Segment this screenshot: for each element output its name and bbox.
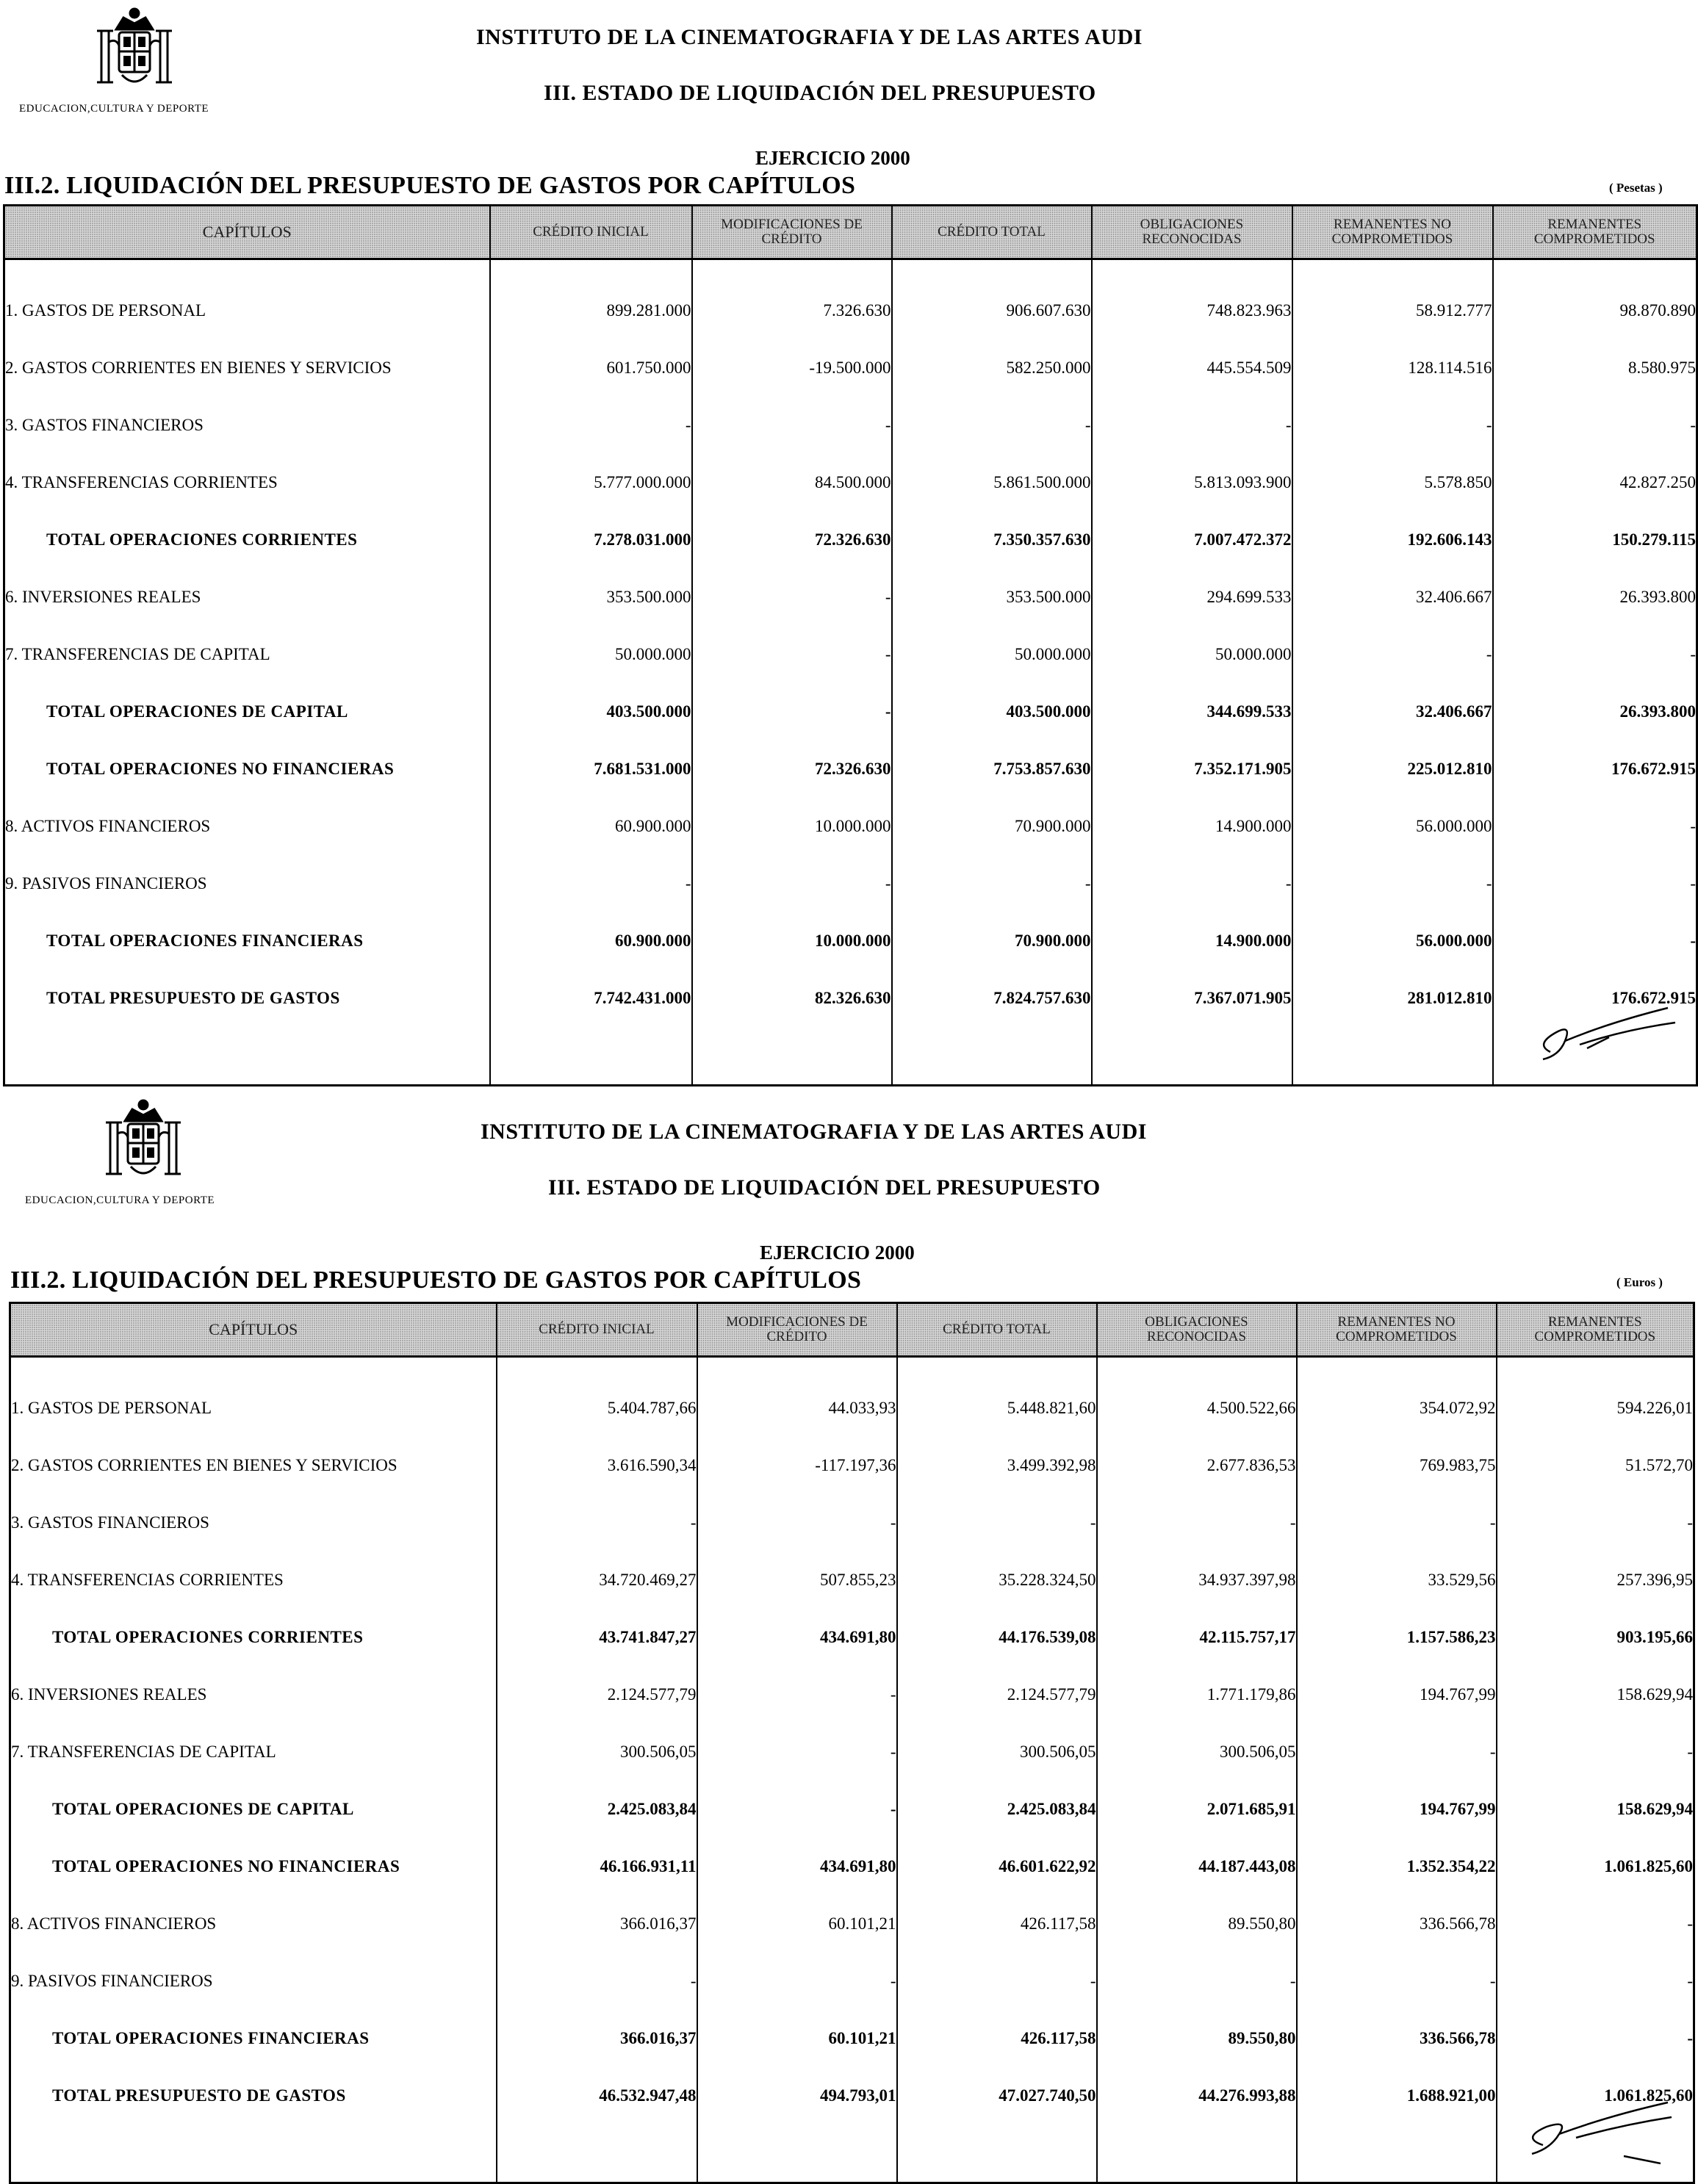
cell-credito-total: - — [897, 1494, 1097, 1551]
cell-modificaciones: - — [697, 1666, 897, 1723]
col-header-credito-total: CRÉDITO TOTAL — [897, 1303, 1097, 1357]
cell-modificaciones: 60.101,21 — [697, 2010, 897, 2067]
cell-modificaciones: 7.326.630 — [692, 282, 892, 339]
cell-obligaciones: 5.813.093.900 — [1092, 454, 1292, 511]
cell-modificaciones: 72.326.630 — [692, 511, 892, 569]
cell-credito-total: - — [897, 1953, 1097, 2010]
cell-modificaciones: 10.000.000 — [692, 912, 892, 970]
cell-credito-inicial: 5.777.000.000 — [490, 454, 692, 511]
coat-of-arms-icon — [96, 1093, 191, 1189]
cell-remanentes-no-comprometidos: - — [1297, 1494, 1497, 1551]
cell-credito-inicial: - — [490, 397, 692, 454]
table-row — [4, 339, 1697, 397]
table-row — [4, 282, 1697, 339]
statement-title: III. ESTADO DE LIQUIDACIÓN DEL PRESUPUESTO — [544, 81, 1096, 105]
row-label: TOTAL OPERACIONES FINANCIERAS — [10, 2010, 497, 2067]
exercise-year: EJERCICIO 2000 — [755, 147, 910, 169]
cell-credito-inicial: 403.500.000 — [490, 683, 692, 740]
cell-credito-total: 7.753.857.630 — [892, 740, 1092, 798]
table-row — [4, 397, 1697, 454]
cell-credito-inicial: 300.506,05 — [497, 1723, 697, 1781]
row-label: 9. PASIVOS FINANCIEROS — [10, 1953, 497, 2010]
cell-remanentes-no-comprometidos: 336.566,78 — [1297, 2010, 1497, 2067]
row-label: TOTAL OPERACIONES CORRIENTES — [4, 511, 490, 569]
currency-unit: ( Euros ) — [1616, 1275, 1663, 1289]
cell-remanentes-no-comprometidos: 1.352.354,22 — [1297, 1838, 1497, 1895]
col-header-remanentes-comprometidos: REMANENTES COMPROMETIDOS — [1493, 206, 1697, 259]
row-label: TOTAL OPERACIONES CORRIENTES — [10, 1609, 497, 1666]
row-label: 4. TRANSFERENCIAS CORRIENTES — [4, 454, 490, 511]
cell-credito-total: 5.861.500.000 — [892, 454, 1092, 511]
cell-obligaciones: 14.900.000 — [1092, 798, 1292, 855]
cell-remanentes-comprometidos: - — [1493, 912, 1697, 970]
cell-remanentes-comprometidos: - — [1493, 626, 1697, 683]
table-row — [10, 1380, 1694, 1437]
row-label: TOTAL OPERACIONES DE CAPITAL — [10, 1781, 497, 1838]
row-label: 7. TRANSFERENCIAS DE CAPITAL — [10, 1723, 497, 1781]
cell-remanentes-no-comprometidos: 225.012.810 — [1292, 740, 1493, 798]
col-header-credito-total: CRÉDITO TOTAL — [892, 206, 1092, 259]
cell-obligaciones: 2.677.836,53 — [1097, 1437, 1297, 1494]
cell-obligaciones: 344.699.533 — [1092, 683, 1292, 740]
cell-remanentes-no-comprometidos: 32.406.667 — [1292, 683, 1493, 740]
cell-credito-inicial: 34.720.469,27 — [497, 1551, 697, 1609]
cell-remanentes-no-comprometidos: 1.688.921,00 — [1297, 2067, 1497, 2124]
cell-remanentes-comprometidos: - — [1497, 1953, 1694, 2010]
cell-credito-total: - — [892, 855, 1092, 912]
cell-modificaciones: - — [697, 1494, 897, 1551]
row-label: 3. GASTOS FINANCIEROS — [4, 397, 490, 454]
cell-remanentes-comprometidos: - — [1493, 798, 1697, 855]
col-header-obligaciones: OBLIGACIONES RECONOCIDAS — [1097, 1303, 1297, 1357]
cell-remanentes-comprometidos: 42.827.250 — [1493, 454, 1697, 511]
cell-remanentes-comprometidos: 158.629,94 — [1497, 1781, 1694, 1838]
col-header-modificaciones: MODIFICACIONES DE CRÉDITO — [692, 206, 892, 259]
cell-credito-total: 35.228.324,50 — [897, 1551, 1097, 1609]
cell-remanentes-no-comprometidos: 128.114.516 — [1292, 339, 1493, 397]
cell-modificaciones: 434.691,80 — [697, 1609, 897, 1666]
cell-credito-inicial: 7.742.431.000 — [490, 970, 692, 1027]
cell-credito-inicial: - — [490, 855, 692, 912]
cell-modificaciones: 84.500.000 — [692, 454, 892, 511]
exercise-year: EJERCICIO 2000 — [760, 1241, 915, 1264]
cell-credito-total: 906.607.630 — [892, 282, 1092, 339]
cell-modificaciones: - — [692, 855, 892, 912]
total-row — [10, 1781, 1694, 1838]
cell-obligaciones: 44.276.993,88 — [1097, 2067, 1297, 2124]
cell-obligaciones: 89.550,80 — [1097, 1895, 1297, 1953]
cell-credito-total: 2.425.083,84 — [897, 1781, 1097, 1838]
row-label: 6. INVERSIONES REALES — [4, 569, 490, 626]
col-header-remanentes-no-comprometidos: REMANENTES NO COMPROMETIDOS — [1292, 206, 1493, 259]
cell-credito-total: 426.117,58 — [897, 2010, 1097, 2067]
cell-obligaciones: 44.187.443,08 — [1097, 1838, 1297, 1895]
cell-remanentes-no-comprometidos: 33.529,56 — [1297, 1551, 1497, 1609]
cell-credito-inicial: 46.532.947,48 — [497, 2067, 697, 2124]
cell-credito-inicial: - — [497, 1494, 697, 1551]
euros-statement — [0, 1087, 1698, 2183]
cell-modificaciones: 434.691,80 — [697, 1838, 897, 1895]
table-row — [4, 454, 1697, 511]
row-label: 8. ACTIVOS FINANCIEROS — [4, 798, 490, 855]
col-header-obligaciones: OBLIGACIONES RECONOCIDAS — [1092, 206, 1292, 259]
cell-credito-inicial: 353.500.000 — [490, 569, 692, 626]
grand-total-row — [10, 2067, 1694, 2124]
cell-remanentes-no-comprometidos: 56.000.000 — [1292, 798, 1493, 855]
row-label: 2. GASTOS CORRIENTES EN BIENES Y SERVICIOS — [10, 1437, 497, 1494]
cell-modificaciones: - — [692, 397, 892, 454]
table-row — [10, 1723, 1694, 1781]
section-title: III.2. LIQUIDACIÓN DEL PRESUPUESTO DE GASTOS POR CAPÍTULOS — [4, 172, 856, 199]
cell-modificaciones: -19.500.000 — [692, 339, 892, 397]
cell-credito-total: 70.900.000 — [892, 912, 1092, 970]
row-label: 1. GASTOS DE PERSONAL — [10, 1380, 497, 1437]
cell-remanentes-comprometidos: 176.672.915 — [1493, 970, 1697, 1027]
cell-credito-total: 46.601.622,92 — [897, 1838, 1097, 1895]
cell-obligaciones: 42.115.757,17 — [1097, 1609, 1297, 1666]
cell-modificaciones: 507.855,23 — [697, 1551, 897, 1609]
budget-table — [9, 1302, 1695, 2184]
row-label: TOTAL OPERACIONES DE CAPITAL — [4, 683, 490, 740]
table-row — [4, 569, 1697, 626]
table-row — [10, 1666, 1694, 1723]
institute-title: INSTITUTO DE LA CINEMATOGRAFIA Y DE LAS ARTES AUDI — [481, 1120, 1147, 1144]
cell-obligaciones: 2.071.685,91 — [1097, 1781, 1297, 1838]
pesetas-statement — [0, 0, 1698, 1087]
cell-credito-inicial: 43.741.847,27 — [497, 1609, 697, 1666]
cell-remanentes-comprometidos: 51.572,70 — [1497, 1437, 1694, 1494]
cell-credito-total: 5.448.821,60 — [897, 1380, 1097, 1437]
cell-obligaciones: 7.367.071.905 — [1092, 970, 1292, 1027]
institute-title: INSTITUTO DE LA CINEMATOGRAFIA Y DE LAS ARTES AUDI — [476, 25, 1143, 49]
cell-remanentes-no-comprometidos: 1.157.586,23 — [1297, 1609, 1497, 1666]
signature — [1514, 2094, 1690, 2167]
table-row — [4, 855, 1697, 912]
col-header-remanentes-no-comprometidos: REMANENTES NO COMPROMETIDOS — [1297, 1303, 1497, 1357]
grand-total-row — [4, 970, 1697, 1027]
cell-modificaciones: 10.000.000 — [692, 798, 892, 855]
cell-obligaciones: - — [1092, 855, 1292, 912]
cell-credito-total: 426.117,58 — [897, 1895, 1097, 1953]
table-row — [10, 1551, 1694, 1609]
cell-credito-total: 582.250.000 — [892, 339, 1092, 397]
col-header-credito-inicial: CRÉDITO INICIAL — [497, 1303, 697, 1357]
cell-remanentes-comprometidos: 26.393.800 — [1493, 683, 1697, 740]
cell-credito-total: 7.350.357.630 — [892, 511, 1092, 569]
total-row — [4, 912, 1697, 970]
cell-credito-inicial: 5.404.787,66 — [497, 1380, 697, 1437]
cell-remanentes-no-comprometidos: 194.767,99 — [1297, 1781, 1497, 1838]
cell-obligaciones: 14.900.000 — [1092, 912, 1292, 970]
cell-credito-total: 70.900.000 — [892, 798, 1092, 855]
cell-remanentes-no-comprometidos: - — [1297, 1723, 1497, 1781]
cell-credito-inicial: 7.681.531.000 — [490, 740, 692, 798]
row-label: TOTAL PRESUPUESTO DE GASTOS — [10, 2067, 497, 2124]
cell-modificaciones: -117.197,36 — [697, 1437, 897, 1494]
row-label: 8. ACTIVOS FINANCIEROS — [10, 1895, 497, 1953]
total-row — [10, 1609, 1694, 1666]
table-row — [10, 1494, 1694, 1551]
cell-remanentes-comprometidos: - — [1493, 397, 1697, 454]
cell-obligaciones: - — [1097, 1953, 1297, 2010]
total-row — [4, 740, 1697, 798]
cell-obligaciones: 294.699.533 — [1092, 569, 1292, 626]
cell-remanentes-no-comprometidos: 194.767,99 — [1297, 1666, 1497, 1723]
cell-credito-inicial: 2.425.083,84 — [497, 1781, 697, 1838]
cell-remanentes-no-comprometidos: 354.072,92 — [1297, 1380, 1497, 1437]
cell-credito-total: 300.506,05 — [897, 1723, 1097, 1781]
row-label: TOTAL OPERACIONES NO FINANCIERAS — [4, 740, 490, 798]
cell-obligaciones: 748.823.963 — [1092, 282, 1292, 339]
cell-modificaciones: - — [692, 626, 892, 683]
cell-credito-total: 403.500.000 — [892, 683, 1092, 740]
table-body — [10, 1357, 1694, 2183]
cell-credito-inicial: - — [497, 1953, 697, 2010]
cell-credito-total: 44.176.539,08 — [897, 1609, 1097, 1666]
cell-credito-total: 353.500.000 — [892, 569, 1092, 626]
cell-modificaciones: 44.033,93 — [697, 1380, 897, 1437]
cell-credito-inicial: 7.278.031.000 — [490, 511, 692, 569]
cell-modificaciones: - — [697, 1781, 897, 1838]
cell-obligaciones: 300.506,05 — [1097, 1723, 1297, 1781]
cell-remanentes-no-comprometidos: - — [1292, 397, 1493, 454]
cell-obligaciones: 50.000.000 — [1092, 626, 1292, 683]
table-row — [4, 798, 1697, 855]
cell-modificaciones: - — [697, 1723, 897, 1781]
col-header-remanentes-comprometidos: REMANENTES COMPROMETIDOS — [1497, 1303, 1694, 1357]
cell-credito-inicial: 899.281.000 — [490, 282, 692, 339]
cell-remanentes-no-comprometidos: - — [1292, 855, 1493, 912]
cell-remanentes-comprometidos: - — [1493, 855, 1697, 912]
cell-credito-total: - — [892, 397, 1092, 454]
total-row — [4, 683, 1697, 740]
cell-credito-total: 3.499.392,98 — [897, 1437, 1097, 1494]
cell-remanentes-no-comprometidos: 769.983,75 — [1297, 1437, 1497, 1494]
col-header-credito-inicial: CRÉDITO INICIAL — [490, 206, 692, 259]
total-row — [10, 2010, 1694, 2067]
cell-modificaciones: 60.101,21 — [697, 1895, 897, 1953]
cell-remanentes-comprometidos: 257.396,95 — [1497, 1551, 1694, 1609]
currency-unit: ( Pesetas ) — [1609, 181, 1663, 195]
cell-credito-inicial: 50.000.000 — [490, 626, 692, 683]
cell-remanentes-comprometidos: 98.870.890 — [1493, 282, 1697, 339]
cell-remanentes-comprometidos: 176.672.915 — [1493, 740, 1697, 798]
cell-remanentes-comprometidos: 594.226,01 — [1497, 1380, 1694, 1437]
cell-remanentes-no-comprometidos: - — [1292, 626, 1493, 683]
row-label: 9. PASIVOS FINANCIEROS — [4, 855, 490, 912]
cell-credito-total: 47.027.740,50 — [897, 2067, 1097, 2124]
cell-obligaciones: 4.500.522,66 — [1097, 1380, 1297, 1437]
cell-obligaciones: 445.554.509 — [1092, 339, 1292, 397]
cell-remanentes-comprometidos: - — [1497, 1895, 1694, 1953]
row-label: 4. TRANSFERENCIAS CORRIENTES — [10, 1551, 497, 1609]
cell-remanentes-no-comprometidos: 5.578.850 — [1292, 454, 1493, 511]
cell-remanentes-comprometidos: - — [1497, 1723, 1694, 1781]
cell-obligaciones: 7.352.171.905 — [1092, 740, 1292, 798]
cell-obligaciones: 34.937.397,98 — [1097, 1551, 1297, 1609]
cell-credito-inicial: 601.750.000 — [490, 339, 692, 397]
col-header-capitulos: CAPÍTULOS — [10, 1303, 497, 1357]
cell-obligaciones: - — [1092, 397, 1292, 454]
row-label: 3. GASTOS FINANCIEROS — [10, 1494, 497, 1551]
cell-remanentes-no-comprometidos: - — [1297, 1953, 1497, 2010]
cell-modificaciones: - — [692, 569, 892, 626]
cell-remanentes-comprometidos: 1.061.825,60 — [1497, 2067, 1694, 2124]
ministry-name: EDUCACION,CULTURA Y DEPORTE — [25, 1194, 215, 1206]
cell-modificaciones: - — [697, 1953, 897, 2010]
cell-modificaciones: - — [692, 683, 892, 740]
row-label: 1. GASTOS DE PERSONAL — [4, 282, 490, 339]
cell-remanentes-no-comprometidos: 56.000.000 — [1292, 912, 1493, 970]
cell-remanentes-comprometidos: - — [1497, 1494, 1694, 1551]
cell-modificaciones: 72.326.630 — [692, 740, 892, 798]
row-label: TOTAL OPERACIONES FINANCIERAS — [4, 912, 490, 970]
section-title: III.2. LIQUIDACIÓN DEL PRESUPUESTO DE GASTOS POR CAPÍTULOS — [10, 1266, 862, 1294]
total-row — [10, 1838, 1694, 1895]
statement-title: III. ESTADO DE LIQUIDACIÓN DEL PRESUPUESTO — [548, 1175, 1101, 1200]
table-row — [10, 1437, 1694, 1494]
cell-remanentes-no-comprometidos: 58.912.777 — [1292, 282, 1493, 339]
row-label: 2. GASTOS CORRIENTES EN BIENES Y SERVICIOS — [4, 339, 490, 397]
cell-obligaciones: 1.771.179,86 — [1097, 1666, 1297, 1723]
cell-remanentes-comprometidos: 158.629,94 — [1497, 1666, 1694, 1723]
cell-obligaciones: 7.007.472.372 — [1092, 511, 1292, 569]
cell-obligaciones: 89.550,80 — [1097, 2010, 1297, 2067]
col-header-capitulos: CAPÍTULOS — [4, 206, 490, 259]
cell-remanentes-comprometidos: 8.580.975 — [1493, 339, 1697, 397]
row-label: 6. INVERSIONES REALES — [10, 1666, 497, 1723]
cell-credito-total: 50.000.000 — [892, 626, 1092, 683]
cell-credito-inicial: 60.900.000 — [490, 912, 692, 970]
cell-credito-total: 7.824.757.630 — [892, 970, 1092, 1027]
cell-credito-inicial: 366.016,37 — [497, 2010, 697, 2067]
cell-remanentes-comprometidos: 26.393.800 — [1493, 569, 1697, 626]
cell-remanentes-comprometidos: 150.279.115 — [1493, 511, 1697, 569]
cell-credito-inicial: 3.616.590,34 — [497, 1437, 697, 1494]
cell-remanentes-no-comprometidos: 32.406.667 — [1292, 569, 1493, 626]
cell-credito-total: 2.124.577,79 — [897, 1666, 1097, 1723]
table-row — [4, 626, 1697, 683]
total-row — [4, 511, 1697, 569]
col-header-modificaciones: MODIFICACIONES DE CRÉDITO — [697, 1303, 897, 1357]
cell-remanentes-comprometidos: 903.195,66 — [1497, 1609, 1694, 1666]
table-row — [10, 1953, 1694, 2010]
budget-table — [3, 204, 1698, 1086]
table-row — [10, 1895, 1694, 1953]
cell-remanentes-comprometidos: - — [1497, 2010, 1694, 2067]
cell-remanentes-no-comprometidos: 192.606.143 — [1292, 511, 1493, 569]
cell-credito-inicial: 60.900.000 — [490, 798, 692, 855]
cell-remanentes-comprometidos: 1.061.825,60 — [1497, 1838, 1694, 1895]
row-label: TOTAL OPERACIONES NO FINANCIERAS — [10, 1838, 497, 1895]
cell-remanentes-no-comprometidos: 336.566,78 — [1297, 1895, 1497, 1953]
cell-modificaciones: 82.326.630 — [692, 970, 892, 1027]
table-body — [4, 259, 1697, 1086]
row-label: 7. TRANSFERENCIAS DE CAPITAL — [4, 626, 490, 683]
cell-modificaciones: 494.793,01 — [697, 2067, 897, 2124]
cell-credito-inicial: 2.124.577,79 — [497, 1666, 697, 1723]
signature — [1521, 1001, 1697, 1067]
cell-credito-inicial: 366.016,37 — [497, 1895, 697, 1953]
cell-credito-inicial: 46.166.931,11 — [497, 1838, 697, 1895]
row-label: TOTAL PRESUPUESTO DE GASTOS — [4, 970, 490, 1027]
coat-of-arms-icon — [87, 1, 182, 97]
cell-obligaciones: - — [1097, 1494, 1297, 1551]
ministry-name: EDUCACION,CULTURA Y DEPORTE — [19, 103, 209, 115]
cell-remanentes-no-comprometidos: 281.012.810 — [1292, 970, 1493, 1027]
